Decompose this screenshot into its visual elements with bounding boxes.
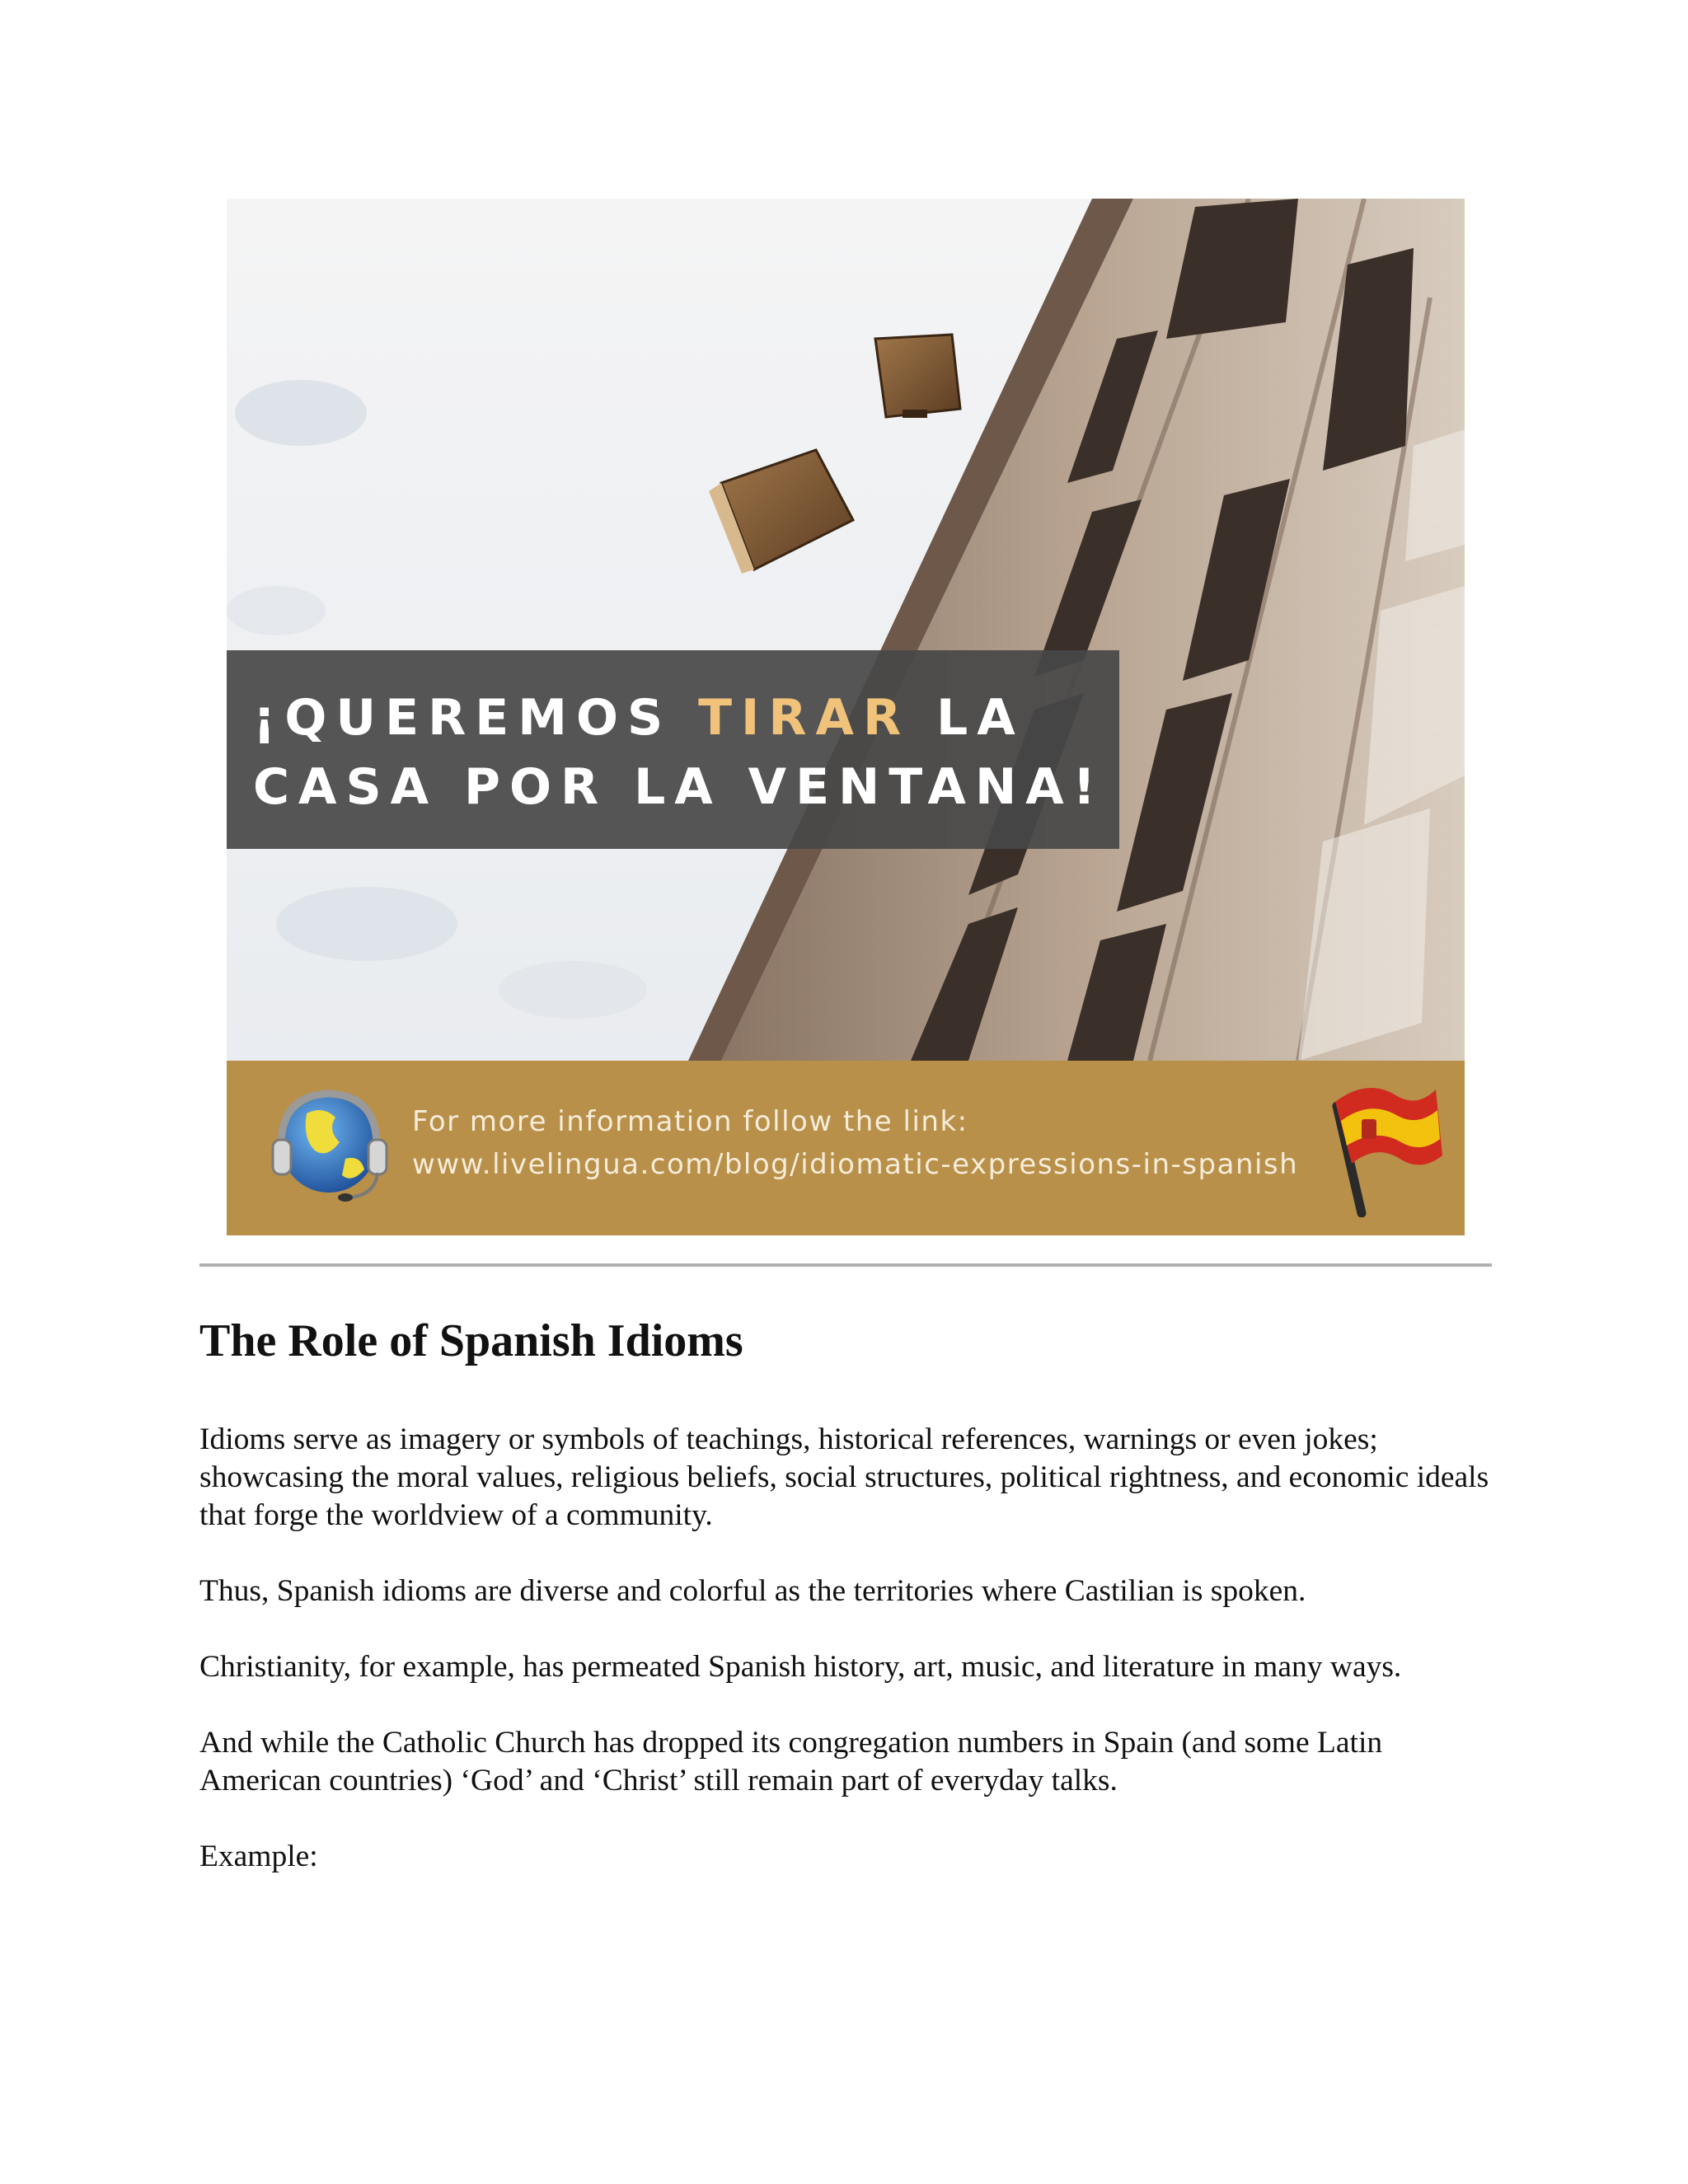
info-link-url[interactable]: www.livelingua.com/blog/idiomatic-expressions-in-spanish [412, 1148, 1299, 1181]
paragraph-1: Idioms serve as imagery or symbols of teachings, historical references, warnings or even jokes; showcasing the moral values, religious beliefs, social structures, political rightness, and economic ideals that forge the worldview of a community. [199, 1422, 1489, 1532]
paragraph-4: And while the Catholic Church has dropped its congregation numbers in Spain (and some Latin American countries) ‘God’ and ‘Christ’ still remain part of everyday talks. [199, 1726, 1383, 1797]
info-text [412, 1100, 1298, 1186]
banner-photo [227, 199, 1465, 1061]
building-sky-photo [227, 199, 1465, 1061]
article-body [199, 1309, 1492, 1914]
headline-accent-word: TIRAR [698, 689, 911, 747]
article-title: The Role of Spanish Idioms [199, 1315, 743, 1366]
paragraph-5: Example: [199, 1840, 318, 1873]
info-line-1: For more information follow the link: [412, 1105, 968, 1138]
headline-line-2: CASA POR LA VENTANA! [253, 758, 1104, 816]
spain-flag-icon [1319, 1073, 1442, 1217]
paragraph-3: Christianity, for example, has permeated Spanish history, art, music, and literature in many ways. [199, 1650, 1402, 1684]
idiom-banner-image [227, 199, 1465, 1235]
paragraph-2: Thus, Spanish idioms are diverse and colorful as the territories where Castilian is spoken. [199, 1574, 1306, 1608]
horizontal-divider [199, 1263, 1492, 1267]
suitcase-small [875, 335, 960, 418]
globe-headset-icon [270, 1080, 393, 1212]
headline-line-1: ¡QUEREMOS TIRAR LA [253, 689, 1025, 747]
headline-overlay [227, 650, 1119, 849]
banner-info-band [227, 1061, 1465, 1235]
